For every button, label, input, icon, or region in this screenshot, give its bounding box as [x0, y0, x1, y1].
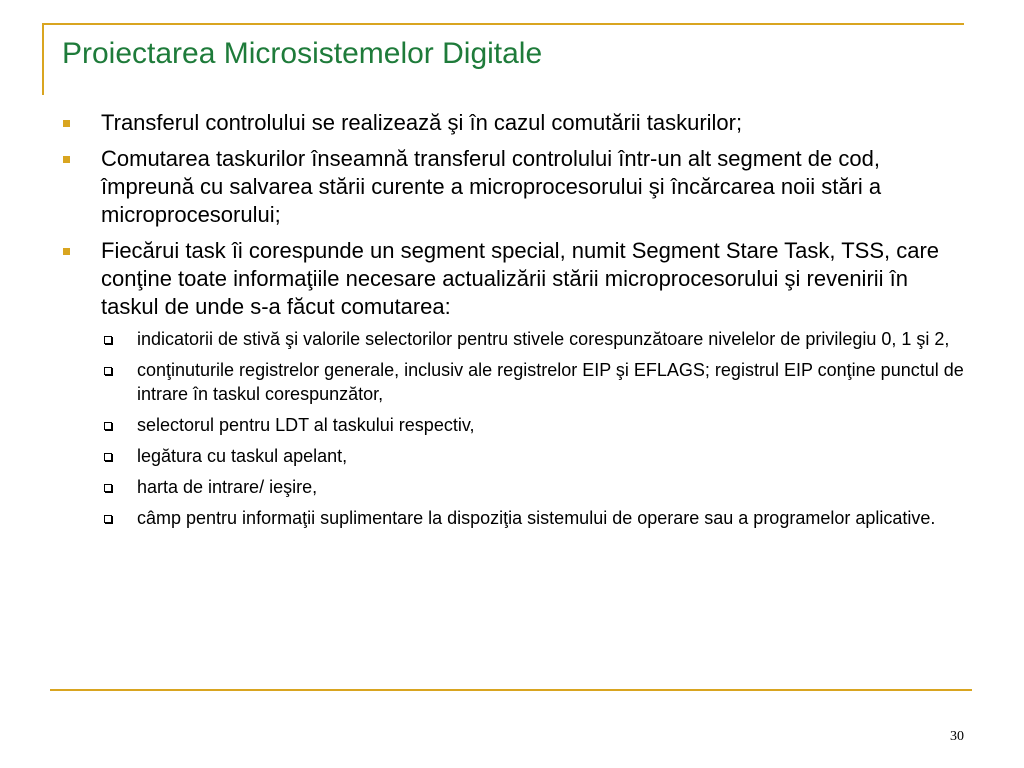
bullet-text: Transferul controlului se realizează şi în cazul comutării taskurilor; [101, 110, 743, 135]
square-bullet-icon [63, 248, 70, 255]
hollow-square-bullet-icon [104, 515, 112, 523]
title-frame-top-rule [42, 23, 964, 25]
hollow-square-bullet-icon [104, 367, 112, 375]
square-bullet-icon [63, 156, 70, 163]
page-number: 30 [950, 729, 964, 744]
sub-bullet-text: selectorul pentru LDT al taskului respectiv, [137, 415, 475, 435]
sub-bullet-item [101, 444, 970, 468]
sub-bullet-item [101, 327, 970, 351]
sub-bullet-text: câmp pentru informaţii suplimentare la dispoziţia sistemului de operare sau a programelor aplicative. [137, 508, 936, 528]
sub-bullet-text: harta de intrare/ ieşire, [137, 477, 318, 497]
square-bullet-icon [63, 120, 70, 127]
bullet-text: Fiecărui task îi corespunde un segment special, numit Segment Stare Task, TSS, care conţine toate informaţiile necesare actualizării stării microprocesorului şi revenirii în taskul de unde s-a făcut comutarea: [101, 238, 940, 319]
slide-content [60, 109, 970, 537]
bullet-item [60, 109, 970, 137]
footer-rule [50, 689, 972, 691]
title-frame-left-rule [42, 23, 44, 95]
sub-bullet-list [101, 327, 970, 530]
slide-title: Proiectarea Microsistemelor Digitale [62, 37, 543, 70]
sub-bullet-text: indicatorii de stivă şi valorile selectorilor pentru stivele corespunzătoare nivelelor de privilegiu 0, 1 şi 2, [137, 329, 950, 349]
hollow-square-bullet-icon [104, 422, 112, 430]
bullet-item [60, 145, 970, 229]
sub-bullet-item [101, 506, 970, 530]
sub-bullet-item [101, 358, 970, 406]
sub-bullet-item [101, 475, 970, 499]
bullet-text: Comutarea taskurilor înseamnă transferul controlului într-un alt segment de cod, împreună cu salvarea stării curente a microprocesorului şi încărcarea noii stări a microprocesorului; [101, 146, 882, 227]
bullet-item [60, 237, 970, 321]
hollow-square-bullet-icon [104, 484, 112, 492]
sub-bullet-text: conţinuturile registrelor generale, inclusiv ale registrelor EIP şi EFLAGS; registrul EIP conţine punctul de intrare în taskul corespunzător, [137, 360, 964, 404]
sub-bullet-text: legătura cu taskul apelant, [137, 446, 348, 466]
sub-bullet-item [101, 413, 970, 437]
hollow-square-bullet-icon [104, 453, 112, 461]
hollow-square-bullet-icon [104, 336, 112, 344]
